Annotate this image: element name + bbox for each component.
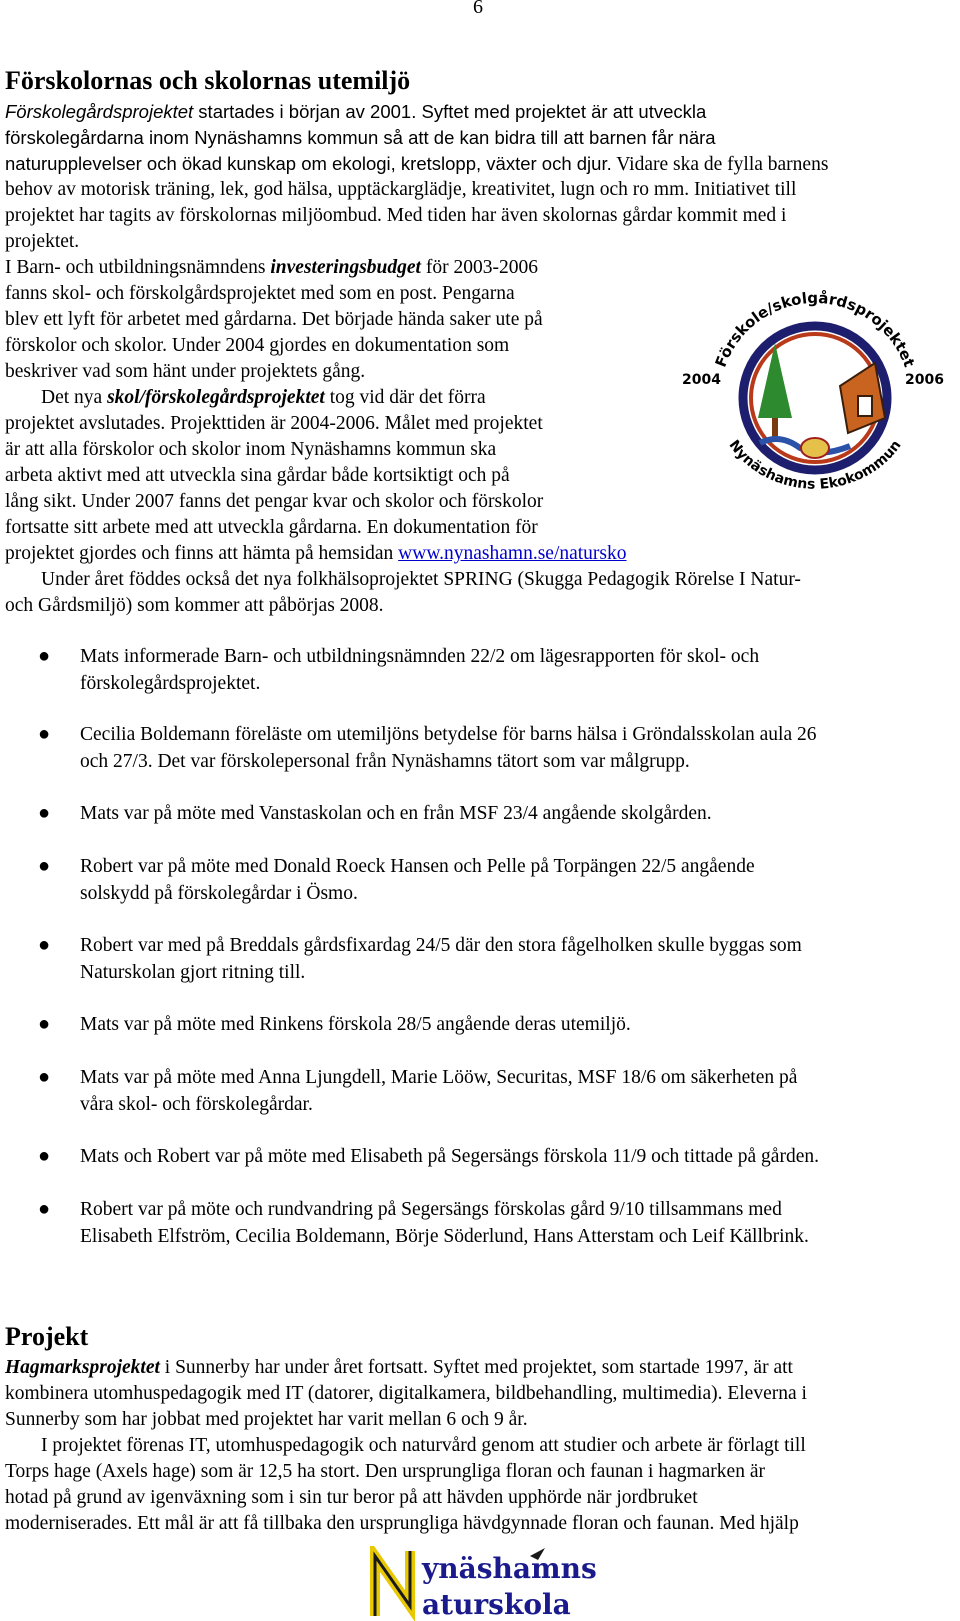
list-item-line: förskolegårdsprojektet.	[80, 673, 261, 694]
list-item-line: solskydd på förskolegårdar i Ösmo.	[80, 883, 358, 904]
list-item	[38, 932, 960, 986]
section-heading-projekt: Projekt	[5, 1322, 89, 1351]
text-fragment: startades i början av 2001. Syftet med projektet är att utveckla	[193, 101, 707, 122]
list-item-line: Elisabeth Elfström, Cecilia Boldemann, Börje Söderlund, Hans Atterstam och Leif Källbrink.	[80, 1226, 809, 1247]
text-line: blev ett lyft för arbetet med gårdarna. Det började hända saker ute på	[5, 309, 543, 330]
text-line: förskolor och skolor. Under 2004 gjordes en dokumentation som	[5, 335, 510, 356]
text-line: projektet avslutades. Projekttiden är 2004-2006. Målet med projektet	[5, 413, 543, 434]
bullet-icon: ●	[38, 723, 51, 745]
list-item	[38, 1064, 960, 1118]
list-item-line: Cecilia Boldemann föreläste om utemiljöns betydelse för barns hälsa i Gröndalsskolan aula 26	[80, 724, 817, 745]
list-item-line: Mats var på möte med Rinkens förskola 28/5 angående deras utemiljö.	[80, 1014, 631, 1035]
list-item	[38, 1011, 960, 1038]
natursko-link[interactable]: www.nynashamn.se/natursko	[398, 543, 627, 564]
text-line: Sunnerby som har jobbat med projektet har varit mellan 6 och 9 år.	[5, 1409, 528, 1430]
list-item	[38, 721, 960, 775]
text-line: fanns skol- och förskolgårdsprojektet med som en post. Pengarna	[5, 283, 515, 304]
text-fragment: i Sunnerby har under året fortsatt. Syftet med projektet, som startade 1997, är att	[159, 1357, 793, 1378]
bullet-icon: ●	[38, 934, 51, 956]
bullet-icon: ●	[38, 802, 51, 824]
logo-line2: aturskola	[422, 1588, 571, 1621]
bullet-icon: ●	[38, 645, 51, 667]
list-item-line: Mats informerade Barn- och utbildningsnämnden 22/2 om lägesrapporten för skol- och	[80, 646, 760, 667]
text-fragment: I Barn- och utbildningsnämndens	[5, 257, 271, 278]
list-item-line: Robert var på möte med Donald Roeck Hansen och Pelle på Torpängen 22/5 angående	[80, 856, 755, 877]
text-fragment: projektet gjordes och finns att hämta på hemsidan	[5, 543, 399, 564]
text-line: beskriver vad som hänt under projektets gång.	[5, 361, 366, 382]
text-line: kombinera utomhuspedagogik med IT (datorer, digitalkamera, bildbehandling, multimedia). Eleverna i	[5, 1383, 807, 1404]
bullet-icon: ●	[38, 1013, 51, 1035]
bullet-icon: ●	[38, 855, 51, 877]
skolgardsprojekt-logo	[680, 268, 950, 508]
list-item	[38, 800, 960, 827]
lead-term: Förskolegårdsprojektet	[5, 101, 194, 122]
list-item-line: våra skol- och förskolegårdar.	[80, 1094, 313, 1115]
text-fragment: Vidare ska de fylla barnens	[611, 154, 829, 175]
text-line: Under året föddes också det nya folkhälsoprojektet SPRING (Skugga Pedagogik Rörelse I Natur-	[41, 569, 801, 590]
list-item-line: Mats och Robert var på möte med Elisabeth på Segersängs förskola 11/9 och tittade på gården.	[80, 1146, 819, 1167]
house-door	[858, 396, 872, 416]
text-line: fortsatte sitt arbete med att utveckla gårdarna. En dokumentation för	[5, 517, 538, 538]
text-fragment: Det nya	[41, 387, 108, 408]
naturskola-logo	[370, 1546, 610, 1621]
list-item-line: Mats var på möte med Vanstaskolan och en från MSF 23/4 angående skolgården.	[80, 803, 712, 824]
text-line: projektet har tagits av förskolornas miljöombud. Med tiden har även skolornas gårdar kommit med i	[5, 205, 787, 226]
emblem-arc-bottom: Nynäshamns Ekokommun	[725, 437, 905, 493]
text-line	[5, 99, 706, 126]
list-item-line: Robert var med på Breddals gårdsfixardag 24/5 där den stora fågelholken skulle byggas som	[80, 935, 802, 956]
text-line	[5, 255, 538, 282]
text-line	[5, 1355, 793, 1382]
bullet-icon: ●	[38, 1066, 51, 1088]
text-line	[5, 541, 627, 568]
bullet-icon: ●	[38, 1198, 51, 1220]
list-item	[38, 1196, 960, 1250]
text-line: hotad på grund av igenväxning som i sin tur beror på att hävden upphörde när jordbruket	[5, 1487, 698, 1508]
page-number: 6	[473, 0, 483, 18]
section-heading-utemiljo: Förskolornas och skolornas utemiljö	[5, 66, 411, 95]
lead-term: Hagmarksprojektet	[5, 1357, 160, 1378]
text-line: arbeta aktivt med att utveckla sina gårdar både kortsiktigt och på	[5, 465, 510, 486]
text-fragment: för 2003-2006	[420, 257, 538, 278]
text-line	[5, 151, 828, 179]
emblem-year-left: 2004	[682, 372, 721, 388]
text-line: Torps hage (Axels hage) som är 12,5 ha stort. Den ursprungliga floran och faunan i hagmarken är	[5, 1461, 765, 1482]
emphasis-term: investeringsbudget	[270, 257, 421, 278]
list-item-line: Robert var på möte och rundvandring på Segersängs förskolas gård 9/10 tillsammans med	[80, 1199, 782, 1220]
text-line: I projektet förenas IT, utomhuspedagogik och naturvård genom att studier och arbete är förlagt till	[41, 1435, 806, 1456]
list-item	[38, 1143, 960, 1170]
text-line: förskolegårdarna inom Nynäshamns kommun så att de kan bidra till att barnen får nära	[5, 127, 716, 148]
text-line: är att alla förskolor och skolor inom Nynäshamns kommun ska	[5, 439, 497, 460]
text-line: projektet.	[5, 231, 80, 252]
text-line: behov av motorisk träning, lek, god hälsa, upptäckarglädje, kreativitet, lugn och ro mm. Initiativet till	[5, 179, 797, 200]
text-fragment: tog vid där det förra	[324, 387, 486, 408]
text-line: och Gårdsmiljö) som kommer att påbörjas 2008.	[5, 595, 384, 616]
list-item	[38, 853, 960, 907]
text-fragment: naturupplevelser och ökad kunskap om ekologi, kretslopp, växter och djur.	[5, 153, 612, 174]
list-item	[38, 643, 960, 697]
emblem-year-right: 2006	[905, 372, 944, 388]
logo-line1: ynäshamns	[422, 1552, 597, 1585]
text-line: moderniserades. Ett mål är att få tillbaka den ursprungliga hävdgynnade floran och faunan. Med hjälp	[5, 1513, 799, 1534]
text-line: lång sikt. Under 2007 fanns det pengar kvar och skolor och förskolor	[5, 491, 544, 512]
list-item-line: Naturskolan gjort ritning till.	[80, 962, 306, 983]
text-line	[41, 385, 486, 412]
sandbox-icon	[801, 438, 829, 458]
list-item-line: och 27/3. Det var förskolepersonal från Nynäshamns tätort som var målgrupp.	[80, 751, 690, 772]
bullet-icon: ●	[38, 1145, 51, 1167]
list-item-line: Mats var på möte med Anna Ljungdell, Marie Lööw, Securitas, MSF 18/6 om säkerheten på	[80, 1067, 798, 1088]
emblem-arc-top: Förskole/skolgårdsprojektet	[711, 288, 919, 370]
emphasis-term: skol/förskolegårdsprojektet	[107, 387, 325, 408]
